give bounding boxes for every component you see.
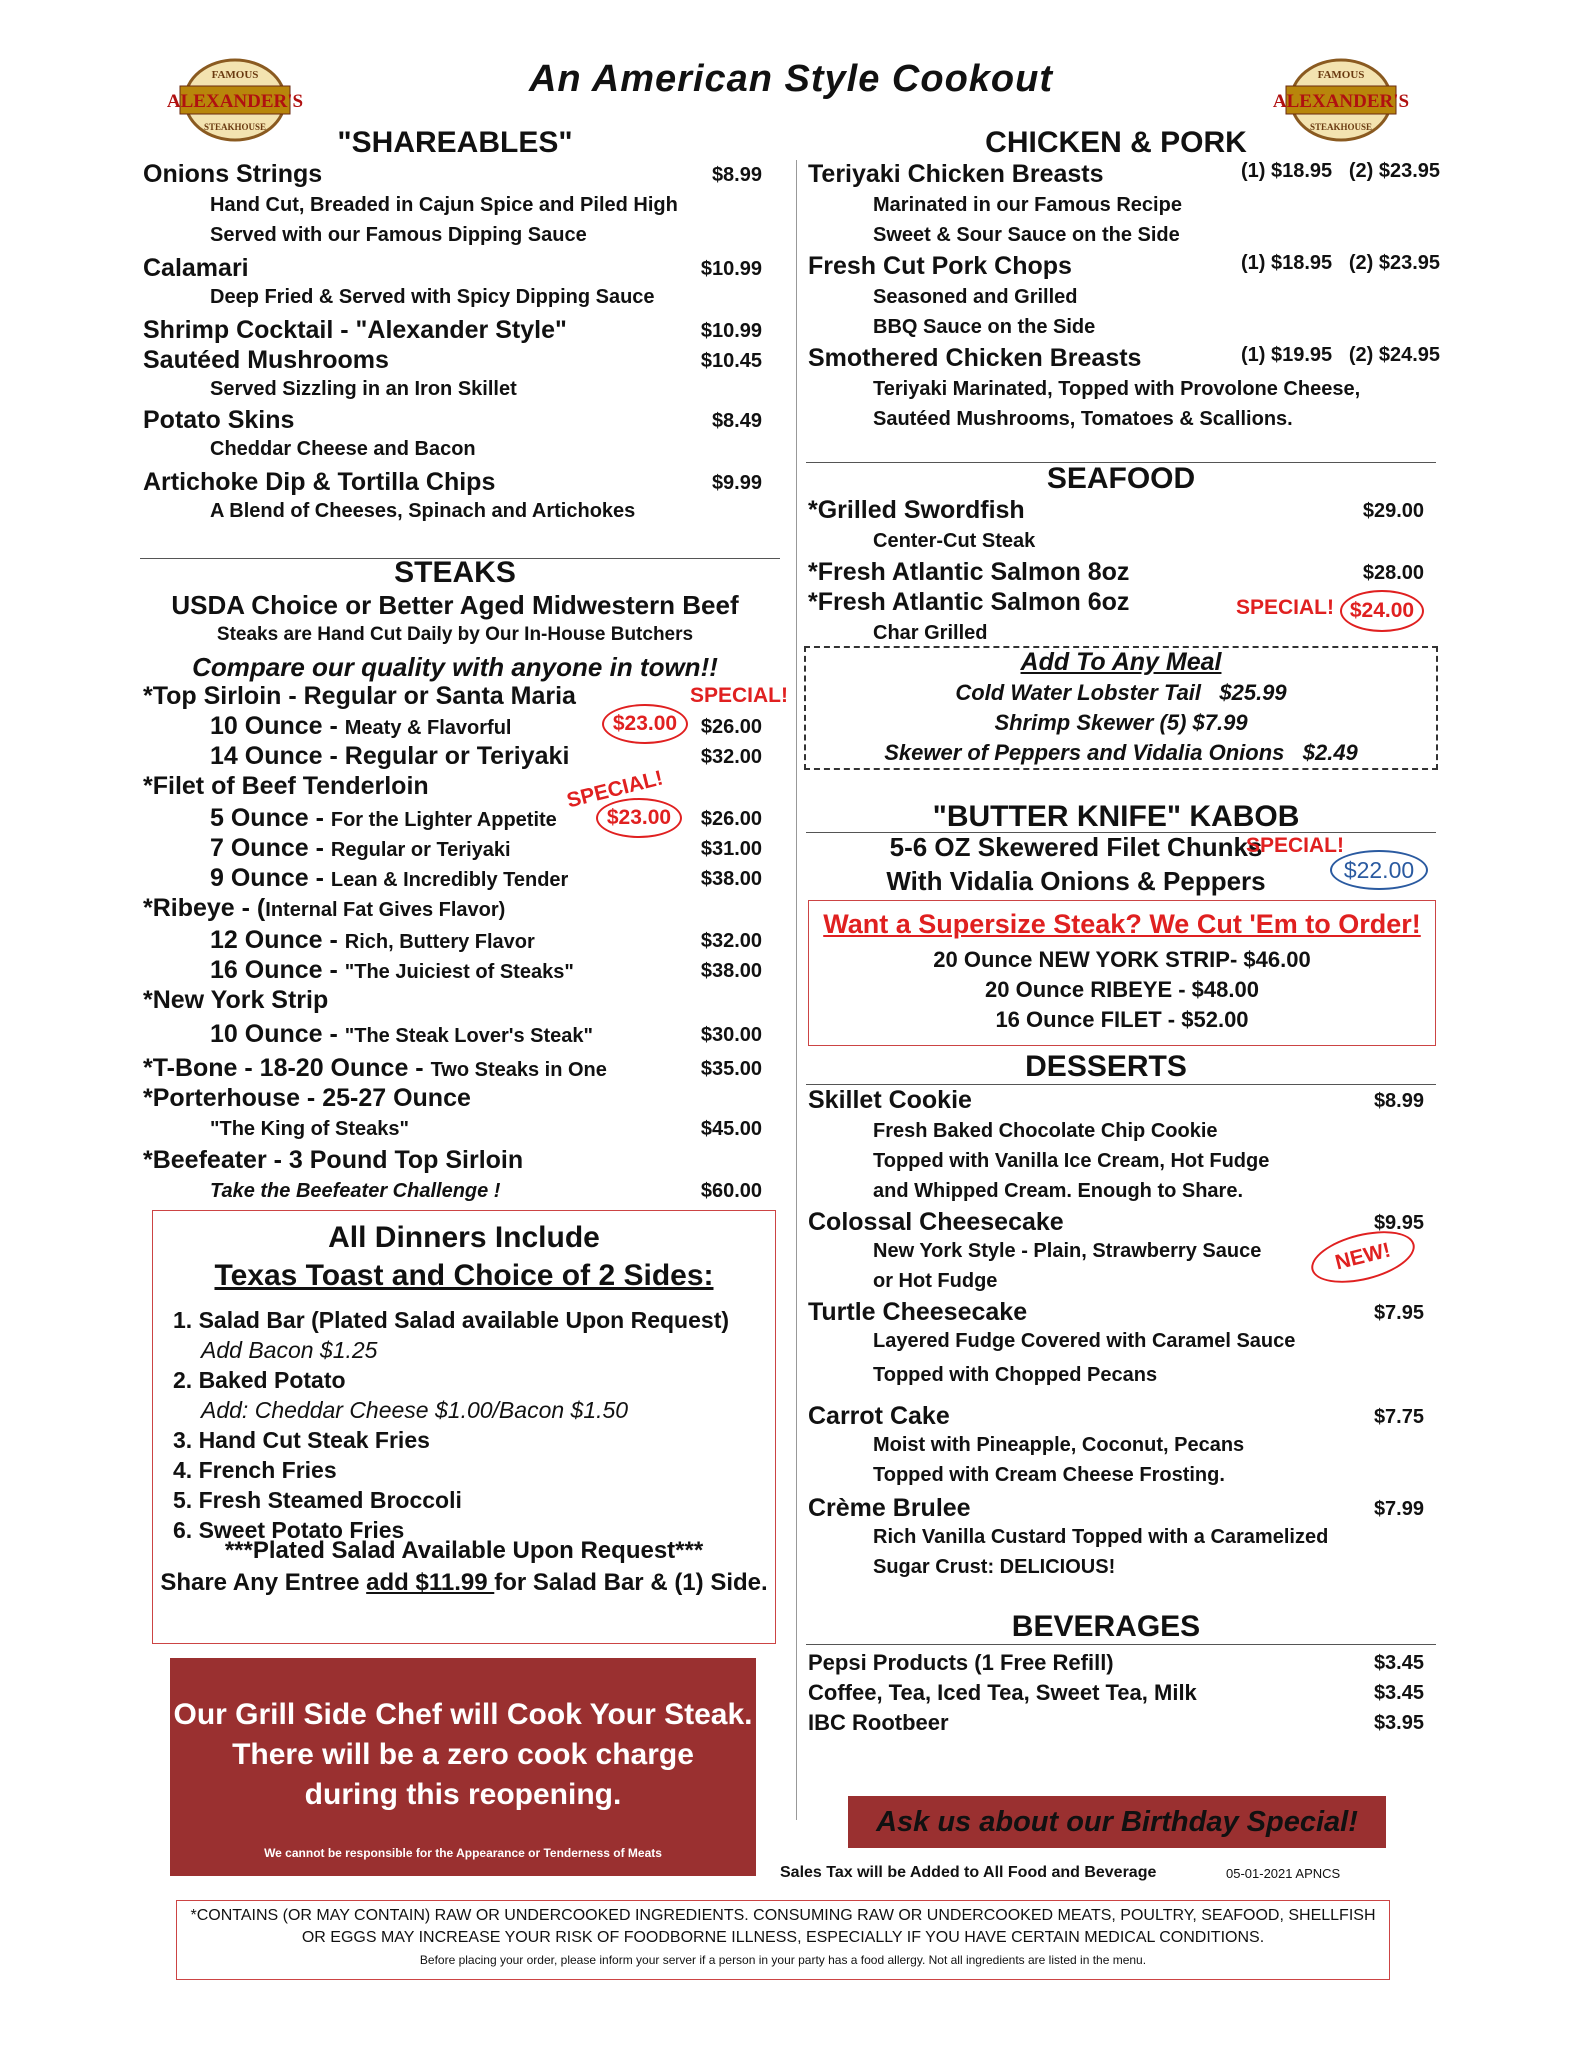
logo-main-text: ALEXANDER'S bbox=[166, 91, 304, 112]
swordfish: *Grilled Swordfish bbox=[808, 496, 1025, 524]
oz-label: 12 Ounce - bbox=[210, 926, 345, 954]
chicken-item-name: Teriyaki Chicken Breasts bbox=[808, 160, 1104, 188]
dessert-item-price: $7.99 bbox=[1373, 1498, 1424, 1520]
top-sirloin-10oz bbox=[210, 712, 511, 741]
filet-5oz bbox=[210, 804, 557, 833]
nystrip-10oz bbox=[210, 1020, 593, 1049]
shareable-item-price: $8.49 bbox=[711, 410, 762, 432]
logo-bottom-text: STEAKHOUSE bbox=[1309, 122, 1373, 132]
shareable-item-desc: Hand Cut, Breaded in Cajun Spice and Piled High bbox=[210, 194, 678, 216]
side-item: Add: Cheddar Cheese $1.00/Bacon $1.50 bbox=[201, 1397, 629, 1423]
shareable-item-desc: Deep Fried & Served with Spicy Dipping Sauce bbox=[210, 286, 655, 308]
chicken-item-desc: Sautéed Mushrooms, Tomatoes & Scallions. bbox=[873, 408, 1293, 430]
filet-special-label: SPECIAL! bbox=[564, 766, 666, 813]
top-sirloin-10oz-price: $26.00 bbox=[700, 716, 762, 738]
shareable-item-price: $9.99 bbox=[711, 472, 762, 494]
beverage-item-price: $3.45 bbox=[1373, 1652, 1424, 1674]
steaks-tagline: Compare our quality with anyone in town!! bbox=[192, 652, 718, 682]
addon-line: Shrimp Skewer (5) $7.99 bbox=[994, 710, 1248, 735]
dessert-item-name: Skillet Cookie bbox=[808, 1086, 972, 1114]
oz-desc: Lean & Incredibly Tender bbox=[330, 869, 569, 891]
tbone-label: *T-Bone - 18-20 Ounce - bbox=[143, 1054, 431, 1082]
dessert-item-price: $9.95 bbox=[1373, 1212, 1424, 1234]
share-text-a: Share Any Entree bbox=[160, 1569, 367, 1596]
dessert-item-price: $7.75 bbox=[1373, 1406, 1424, 1428]
steaks-title: STEAKS bbox=[394, 556, 516, 589]
share-text-b: add $11.99 bbox=[366, 1569, 495, 1596]
dessert-item-desc: Rich Vanilla Custard Topped with a Caramelized bbox=[873, 1526, 1329, 1548]
ribeye bbox=[143, 894, 505, 923]
supersize-box bbox=[808, 900, 1436, 1046]
ribeye-16oz-price: $38.00 bbox=[700, 960, 762, 982]
top-sirloin: *Top Sirloin - Regular or Santa Maria bbox=[143, 682, 576, 710]
supersize-line: 20 Ounce NEW YORK STRIP- $46.00 bbox=[933, 947, 1311, 972]
ribeye-note: Internal Fat Gives Flavor) bbox=[265, 899, 506, 921]
chicken-item-price: (1) $18.95 (2) $23.95 bbox=[1240, 252, 1440, 274]
desserts-rule bbox=[806, 1084, 1436, 1085]
ribeye-label: *Ribeye - ( bbox=[143, 894, 266, 922]
seafood-title: SEAFOOD bbox=[1046, 462, 1196, 495]
beefeater-price: $60.00 bbox=[700, 1180, 762, 1202]
salmon-8oz-price: $28.00 bbox=[1362, 562, 1424, 584]
beefeater-desc: Take the Beefeater Challenge ! bbox=[210, 1180, 501, 1202]
dessert-item-desc: Layered Fudge Covered with Caramel Sauce bbox=[873, 1330, 1296, 1352]
ribeye-12oz bbox=[210, 926, 535, 955]
shareable-item-desc: Served with our Famous Dipping Sauce bbox=[210, 224, 587, 246]
beverage-item-price: $3.95 bbox=[1373, 1712, 1424, 1734]
dessert-item-desc: or Hot Fudge bbox=[873, 1270, 998, 1292]
supersize-title: Want a Supersize Steak? We Cut 'Em to Order! bbox=[823, 909, 1421, 939]
top-sirloin-special-label: SPECIAL! bbox=[690, 684, 789, 707]
grill-note: We cannot be responsible for the Appearance or Tenderness of Meats bbox=[264, 1846, 662, 1860]
filet-9oz bbox=[210, 864, 568, 893]
dessert-item-name: Crème Brulee bbox=[808, 1494, 971, 1522]
addon-line: Skewer of Peppers and Vidalia Onions $2.49 bbox=[884, 740, 1358, 765]
disclaimer-box bbox=[176, 1900, 1390, 1980]
chicken-item-desc: Marinated in our Famous Recipe bbox=[873, 194, 1182, 216]
shareable-item-name: Sautéed Mushrooms bbox=[143, 346, 389, 374]
chicken-item-desc: Teriyaki Marinated, Topped with Provolone Cheese, bbox=[873, 378, 1361, 400]
grill-line: There will be a zero cook charge bbox=[232, 1738, 694, 1771]
beverage-item-price: $3.45 bbox=[1373, 1682, 1424, 1704]
kabob-price: $22.00 bbox=[1330, 850, 1428, 890]
shareable-item-price: $10.99 bbox=[700, 258, 762, 280]
filet-special-price: $23.00 bbox=[596, 798, 682, 838]
swordfish-price: $29.00 bbox=[1362, 500, 1424, 522]
top-sirloin-14oz: 14 Ounce - Regular or Teriyaki bbox=[210, 742, 570, 770]
salmon-6oz: *Fresh Atlantic Salmon 6oz bbox=[808, 588, 1130, 616]
porterhouse-price: $45.00 bbox=[700, 1118, 762, 1140]
ribeye-16oz bbox=[210, 956, 574, 985]
dessert-item-desc: Moist with Pineapple, Coconut, Pecans bbox=[873, 1434, 1245, 1456]
shareable-item-desc: Cheddar Cheese and Bacon bbox=[210, 438, 476, 460]
side-item: 3. Hand Cut Steak Fries bbox=[173, 1427, 430, 1453]
dessert-item-desc: Fresh Baked Chocolate Chip Cookie bbox=[873, 1120, 1218, 1142]
chicken-item-desc: Seasoned and Grilled bbox=[873, 286, 1078, 308]
kabob-special-label: SPECIAL! bbox=[1246, 834, 1345, 857]
supersize-line: 20 Ounce RIBEYE - $48.00 bbox=[985, 977, 1259, 1002]
nystrip-10oz-price: $30.00 bbox=[700, 1024, 762, 1046]
oz-label: 7 Ounce - bbox=[210, 834, 331, 862]
dessert-item-desc: Topped with Chopped Pecans bbox=[873, 1364, 1158, 1386]
top-sirloin-special-price: $23.00 bbox=[602, 704, 688, 744]
dessert-item-desc: Topped with Vanilla Ice Cream, Hot Fudge bbox=[873, 1150, 1270, 1172]
steaks-note: Steaks are Hand Cut Daily by Our In-House Butchers bbox=[216, 624, 694, 645]
beverage-item-name: Pepsi Products (1 Free Refill) bbox=[808, 1650, 1114, 1675]
share-note bbox=[153, 1569, 775, 1597]
oz-desc: "The Steak Lover's Steak" bbox=[344, 1025, 594, 1047]
grill-box bbox=[170, 1658, 756, 1876]
chicken-item-desc: Sweet & Sour Sauce on the Side bbox=[873, 224, 1180, 246]
column-divider bbox=[796, 160, 797, 1820]
addon-line: Cold Water Lobster Tail $25.99 bbox=[955, 680, 1287, 705]
addon-box bbox=[804, 646, 1438, 770]
shareable-item-price: $10.45 bbox=[700, 350, 762, 372]
dessert-item-price: $8.99 bbox=[1373, 1090, 1424, 1112]
beverage-item-name: IBC Rootbeer bbox=[808, 1710, 949, 1735]
chicken-item-name: Smothered Chicken Breasts bbox=[808, 344, 1142, 372]
plated-note: ***Plated Salad Available Upon Request*** bbox=[224, 1537, 704, 1564]
oz-desc: "The Juiciest of Steaks" bbox=[344, 961, 574, 983]
ribeye-12oz-price: $32.00 bbox=[700, 930, 762, 952]
shareable-item-name: Artichoke Dip & Tortilla Chips bbox=[143, 468, 496, 496]
logo-top-text: FAMOUS bbox=[1317, 69, 1365, 81]
beverages-rule bbox=[806, 1644, 1436, 1645]
dessert-item-desc: Topped with Cream Cheese Frosting. bbox=[873, 1464, 1225, 1486]
shareable-item-price: $8.99 bbox=[711, 164, 762, 186]
chicken-item-desc: BBQ Sauce on the Side bbox=[873, 316, 1096, 338]
grill-line: during this reopening. bbox=[304, 1778, 622, 1811]
kabob-line1: 5-6 OZ Skewered Filet Chunks bbox=[889, 832, 1263, 862]
addon-title: Add To Any Meal bbox=[1020, 648, 1222, 676]
t-bone bbox=[143, 1054, 607, 1083]
supersize-line: 16 Ounce FILET - $52.00 bbox=[995, 1007, 1249, 1032]
dessert-item-name: Turtle Cheesecake bbox=[808, 1298, 1028, 1326]
salmon-special-price: $24.00 bbox=[1340, 590, 1424, 632]
shareable-item-name: Potato Skins bbox=[143, 406, 295, 434]
tbone-desc: Two Steaks in One bbox=[430, 1059, 607, 1081]
share-text-c: for Salad Bar & (1) Side. bbox=[494, 1569, 768, 1596]
dinners-line2: Texas Toast and Choice of 2 Sides: bbox=[214, 1259, 714, 1292]
shareable-item-desc: A Blend of Cheeses, Spinach and Artichokes bbox=[210, 500, 636, 522]
dinners-box bbox=[152, 1210, 776, 1644]
side-item: 1. Salad Bar (Plated Salad available Upon Request) bbox=[173, 1307, 730, 1333]
tax-note: Sales Tax will be Added to All Food and Beverage bbox=[780, 1864, 1157, 1881]
shareable-item-desc: Served Sizzling in an Iron Skillet bbox=[210, 378, 517, 400]
steaks-subtitle: USDA Choice or Better Aged Midwestern Beef bbox=[171, 590, 739, 620]
porterhouse-desc: "The King of Steaks" bbox=[210, 1118, 409, 1140]
filet: *Filet of Beef Tenderloin bbox=[143, 772, 429, 800]
chicken-title: CHICKEN & PORK bbox=[985, 126, 1247, 159]
side-item: Add Bacon $1.25 bbox=[201, 1337, 378, 1363]
dessert-item-desc: New York Style - Plain, Strawberry Sauce bbox=[873, 1240, 1262, 1262]
side-item: 5. Fresh Steamed Broccoli bbox=[173, 1487, 462, 1513]
salmon-8oz: *Fresh Atlantic Salmon 8oz bbox=[808, 558, 1130, 586]
logo-top-text: FAMOUS bbox=[211, 69, 259, 81]
oz-label: 16 Ounce - bbox=[210, 956, 345, 984]
porterhouse: *Porterhouse - 25-27 Ounce bbox=[143, 1084, 471, 1112]
top-sirloin-14oz-price: $32.00 bbox=[700, 746, 762, 768]
oz-desc: Regular or Teriyaki bbox=[330, 839, 511, 861]
disclaimer-line2: OR EGGS MAY INCREASE YOUR RISK OF FOODBORNE ILLNESS, ESPECIALLY IF YOU HAVE CERTAIN MEDICAL CONDITIONS. bbox=[301, 1929, 1265, 1946]
menu-code: 05-01-2021 APNCS bbox=[1226, 1866, 1341, 1881]
side-item: 6. Sweet Potato Fries bbox=[173, 1517, 405, 1543]
dessert-item-desc: Sugar Crust: DELICIOUS! bbox=[873, 1556, 1116, 1578]
oz-desc: Rich, Buttery Flavor bbox=[344, 931, 535, 953]
shareable-item-name: Calamari bbox=[143, 254, 249, 282]
chicken-item-name: Fresh Cut Pork Chops bbox=[808, 252, 1072, 280]
shareable-item-name: Shrimp Cocktail - "Alexander Style" bbox=[143, 316, 567, 344]
oz-label: 5 Ounce - bbox=[210, 804, 331, 832]
dessert-item-desc: and Whipped Cream. Enough to Share. bbox=[873, 1180, 1244, 1202]
oz-desc: For the Lighter Appetite bbox=[330, 809, 557, 831]
new-york-strip: *New York Strip bbox=[143, 986, 329, 1014]
desserts-title: DESSERTS bbox=[1025, 1050, 1187, 1083]
kabob-title: "BUTTER KNIFE" KABOB bbox=[932, 800, 1300, 833]
shareable-item-price: $10.99 bbox=[700, 320, 762, 342]
side-item: 4. French Fries bbox=[173, 1457, 337, 1483]
shareables-title: "SHAREABLES" bbox=[337, 126, 573, 159]
filet-7oz bbox=[210, 834, 511, 863]
new-badge-text: NEW! bbox=[1332, 1238, 1393, 1275]
dessert-item-name: Colossal Cheesecake bbox=[808, 1208, 1064, 1236]
oz-label: 9 Ounce - bbox=[210, 864, 331, 892]
beverages-title: BEVERAGES bbox=[1011, 1610, 1201, 1643]
salmon-desc: Char Grilled bbox=[873, 622, 988, 644]
dinners-line1: All Dinners Include bbox=[328, 1221, 600, 1254]
oz-desc: Meaty & Flavorful bbox=[344, 717, 512, 739]
chicken-item-price: (1) $18.95 (2) $23.95 bbox=[1240, 160, 1440, 182]
beefeater: *Beefeater - 3 Pound Top Sirloin bbox=[143, 1146, 524, 1174]
swordfish-desc: Center-Cut Steak bbox=[873, 530, 1036, 552]
dessert-item-name: Carrot Cake bbox=[808, 1402, 950, 1430]
oz-label: 10 Ounce - bbox=[210, 712, 345, 740]
birthday-banner: Ask us about our Birthday Special! bbox=[848, 1796, 1386, 1848]
side-item: 2. Baked Potato bbox=[173, 1367, 346, 1393]
grill-line: Our Grill Side Chef will Cook Your Steak. bbox=[173, 1698, 753, 1731]
kabob-line2: With Vidalia Onions & Peppers bbox=[886, 866, 1266, 896]
disclaimer-line1: *CONTAINS (OR MAY CONTAIN) RAW OR UNDERCOOKED INGREDIENTS. CONSUMING RAW OR UNDERCOOKED MEATS, POULTRY, SEAFOOD, SHELLFISH bbox=[190, 1907, 1376, 1924]
salmon-special-label: SPECIAL! bbox=[1236, 596, 1335, 619]
page-title: An American Style Cookout bbox=[528, 58, 1053, 100]
chicken-item-price: (1) $19.95 (2) $24.95 bbox=[1240, 344, 1440, 366]
filet-5oz-price: $26.00 bbox=[700, 808, 762, 830]
beverage-item-name: Coffee, Tea, Iced Tea, Sweet Tea, Milk bbox=[808, 1680, 1197, 1705]
disclaimer-line3: Before placing your order, please inform your server if a person in your party has a food allergy. Not all ingredients are listed in the menu. bbox=[419, 1953, 1147, 1967]
filet-9oz-price: $38.00 bbox=[700, 868, 762, 890]
tbone-price: $35.00 bbox=[700, 1058, 762, 1080]
shareable-item-name: Onions Strings bbox=[143, 160, 323, 188]
dessert-item-price: $7.95 bbox=[1373, 1302, 1424, 1324]
logo-main-text: ALEXANDER'S bbox=[1272, 91, 1410, 112]
oz-label: 10 Ounce - bbox=[210, 1020, 345, 1048]
logo-bottom-text: STEAKHOUSE bbox=[203, 122, 267, 132]
filet-7oz-price: $31.00 bbox=[700, 838, 762, 860]
